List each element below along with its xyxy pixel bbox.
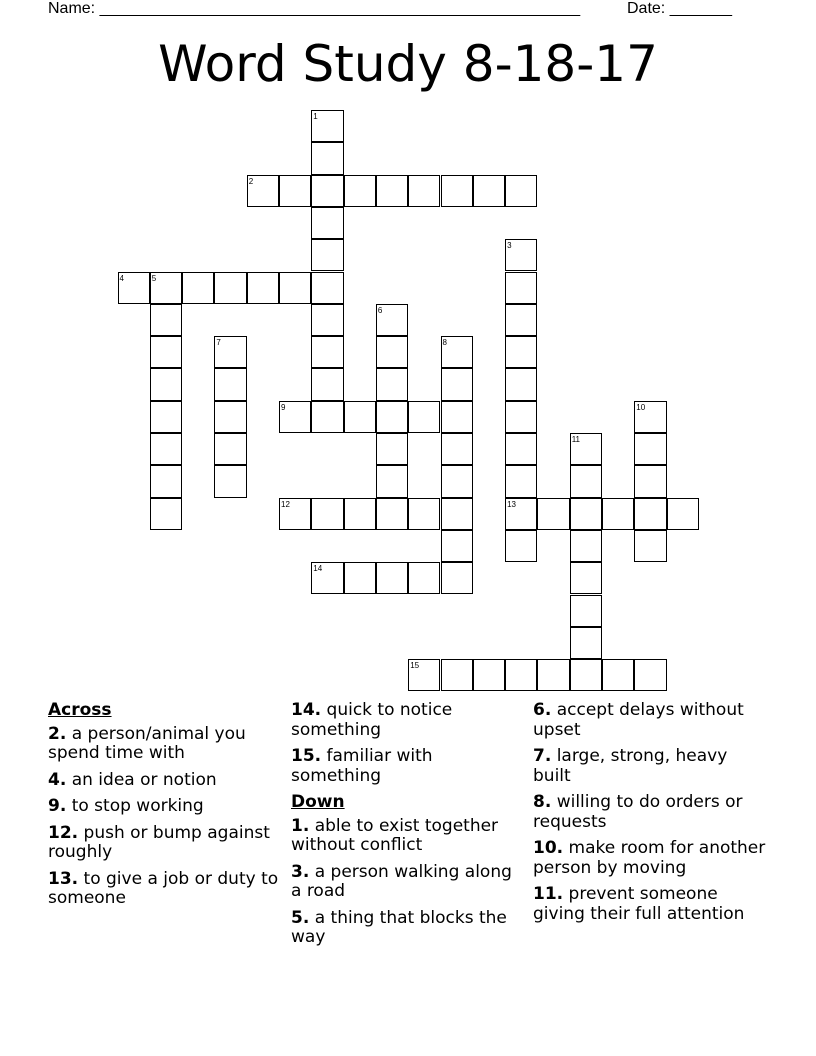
clues-column-1 xyxy=(48,701,283,916)
grid-cell[interactable] xyxy=(537,498,569,530)
grid-cell[interactable] xyxy=(150,498,182,530)
clue-number-9: 9 xyxy=(281,402,286,412)
down-heading: Down xyxy=(291,792,345,812)
clue-number-4: 4 xyxy=(119,273,124,283)
grid-cell[interactable] xyxy=(634,498,666,530)
clue-number-10: 10 xyxy=(636,402,646,412)
grid-cell[interactable] xyxy=(505,401,537,433)
grid-cell[interactable] xyxy=(150,336,182,368)
grid-cell[interactable] xyxy=(344,401,376,433)
grid-cell[interactable] xyxy=(505,175,537,207)
grid-cell[interactable] xyxy=(376,562,408,594)
grid-cell[interactable] xyxy=(505,272,537,304)
grid-cell[interactable] xyxy=(376,465,408,497)
grid-cell[interactable] xyxy=(150,401,182,433)
clue-down-1: 1. able to exist together without conflict xyxy=(291,815,499,855)
grid-cell[interactable] xyxy=(150,433,182,465)
page-title: Word Study 8-18-17 xyxy=(158,35,658,93)
clues-column-3 xyxy=(533,701,768,931)
clue-across-14: 14. quick to notice something xyxy=(291,700,453,740)
clue-number-14: 14 xyxy=(313,564,323,574)
clue-number-3: 3 xyxy=(507,241,512,251)
grid-cell[interactable] xyxy=(441,530,473,562)
clue-number-12: 12 xyxy=(281,499,290,509)
grid-cell[interactable] xyxy=(441,659,473,691)
grid-cell[interactable] xyxy=(634,659,666,691)
clue-across-13: 13. to give a job or duty to someone xyxy=(48,868,279,908)
grid-cell[interactable] xyxy=(505,368,537,400)
grid-cell[interactable] xyxy=(311,498,343,530)
clue-number-1: 1 xyxy=(313,112,318,121)
clue-down-10: 10. make room for another person by moving xyxy=(533,838,766,878)
grid-cell[interactable] xyxy=(505,304,537,336)
grid-cell[interactable] xyxy=(247,272,279,304)
grid-cell[interactable] xyxy=(150,465,182,497)
grid-cell[interactable] xyxy=(214,401,246,433)
grid-cell[interactable] xyxy=(279,175,311,207)
clue-across-2: 2. a person/animal you spend time with xyxy=(48,723,246,763)
grid-cell[interactable] xyxy=(570,530,602,562)
grid-cell[interactable] xyxy=(634,530,666,562)
grid-cell[interactable] xyxy=(441,465,473,497)
grid-cell[interactable] xyxy=(214,433,246,465)
grid-cell[interactable] xyxy=(150,368,182,400)
clue-across-12: 12. push or bump against roughly xyxy=(48,822,270,862)
clue-number-8: 8 xyxy=(442,338,447,348)
grid-cell[interactable] xyxy=(311,142,343,174)
grid-cell[interactable] xyxy=(505,336,537,368)
grid-cell[interactable] xyxy=(537,659,569,691)
grid-cell[interactable] xyxy=(311,368,343,400)
grid-cell[interactable] xyxy=(634,465,666,497)
clue-across-4: 4. an idea or notion xyxy=(48,769,217,790)
grid-cell[interactable] xyxy=(441,433,473,465)
clue-number-7: 7 xyxy=(216,338,221,348)
grid-cell[interactable] xyxy=(570,595,602,627)
grid-cell[interactable] xyxy=(634,433,666,465)
grid-cell[interactable] xyxy=(408,401,440,433)
grid-cell[interactable] xyxy=(602,498,634,530)
grid-cell[interactable] xyxy=(570,562,602,594)
grid-cell[interactable] xyxy=(311,401,343,433)
grid-cell[interactable] xyxy=(376,401,408,433)
grid-cell[interactable] xyxy=(311,239,343,271)
grid-cell[interactable] xyxy=(376,498,408,530)
clue-down-6: 6. accept delays without upset xyxy=(533,700,744,740)
grid-cell[interactable] xyxy=(602,659,634,691)
grid-cell[interactable] xyxy=(311,272,343,304)
grid-cell[interactable] xyxy=(344,498,376,530)
grid-cell[interactable] xyxy=(667,498,699,530)
clue-down-8: 8. willing to do orders or requests xyxy=(533,792,743,832)
grid-cell[interactable] xyxy=(408,498,440,530)
grid-cell[interactable] xyxy=(441,401,473,433)
grid-cell[interactable] xyxy=(311,304,343,336)
grid-cell[interactable] xyxy=(505,465,537,497)
grid-cell[interactable] xyxy=(311,207,343,239)
clue-across-9: 9. to stop working xyxy=(48,796,204,816)
clue-down-3: 3. a person walking along a road xyxy=(291,861,512,901)
grid-cell[interactable] xyxy=(441,562,473,594)
grid-cell[interactable] xyxy=(441,175,473,207)
grid-cell[interactable] xyxy=(214,465,246,497)
grid-cell[interactable] xyxy=(279,272,311,304)
grid-cell[interactable] xyxy=(311,336,343,368)
grid-cell[interactable] xyxy=(344,175,376,207)
clue-down-11: 11. prevent someone giving their full attention xyxy=(533,884,745,924)
clue-number-15: 15 xyxy=(410,661,420,671)
grid-cell[interactable] xyxy=(473,175,505,207)
clue-number-2: 2 xyxy=(248,176,254,186)
clue-number-5: 5 xyxy=(151,273,157,283)
grid-cell[interactable] xyxy=(505,659,537,691)
grid-cell[interactable] xyxy=(408,562,440,594)
grid-cell[interactable] xyxy=(473,659,505,691)
grid-cell[interactable] xyxy=(150,304,182,336)
clue-across-15: 15. familiar with something xyxy=(291,746,433,786)
name-line[interactable]: Name: ______________________________________________________ xyxy=(48,0,581,17)
grid-cell[interactable] xyxy=(311,175,343,207)
grid-cell[interactable] xyxy=(505,530,537,562)
grid-cell[interactable] xyxy=(441,498,473,530)
clue-down-5: 5. a thing that blocks the way xyxy=(291,907,507,947)
grid-cell[interactable] xyxy=(214,368,246,400)
clue-number-13: 13 xyxy=(507,499,516,509)
grid-cell[interactable] xyxy=(570,498,602,530)
grid-cell[interactable] xyxy=(408,175,440,207)
clue-number-11: 11 xyxy=(571,435,580,444)
clue-number-6: 6 xyxy=(377,305,383,315)
date-line[interactable]: Date: _______ xyxy=(627,0,732,17)
grid-cell[interactable] xyxy=(214,272,246,304)
clue-down-7: 7. large, strong, heavy built xyxy=(533,746,728,786)
grid-cell[interactable] xyxy=(570,465,602,497)
grid-cell[interactable] xyxy=(376,175,408,207)
grid-cell[interactable] xyxy=(344,562,376,594)
grid-cell[interactable] xyxy=(376,368,408,400)
grid-cell[interactable] xyxy=(376,336,408,368)
grid-cell[interactable] xyxy=(182,272,214,304)
across-heading: Across xyxy=(48,700,112,720)
grid-cell[interactable] xyxy=(505,433,537,465)
clues-column-2 xyxy=(291,701,526,955)
grid-cell[interactable] xyxy=(441,368,473,400)
grid-cell[interactable] xyxy=(376,433,408,465)
grid-cell[interactable] xyxy=(570,627,602,659)
grid-cell[interactable] xyxy=(570,659,602,691)
